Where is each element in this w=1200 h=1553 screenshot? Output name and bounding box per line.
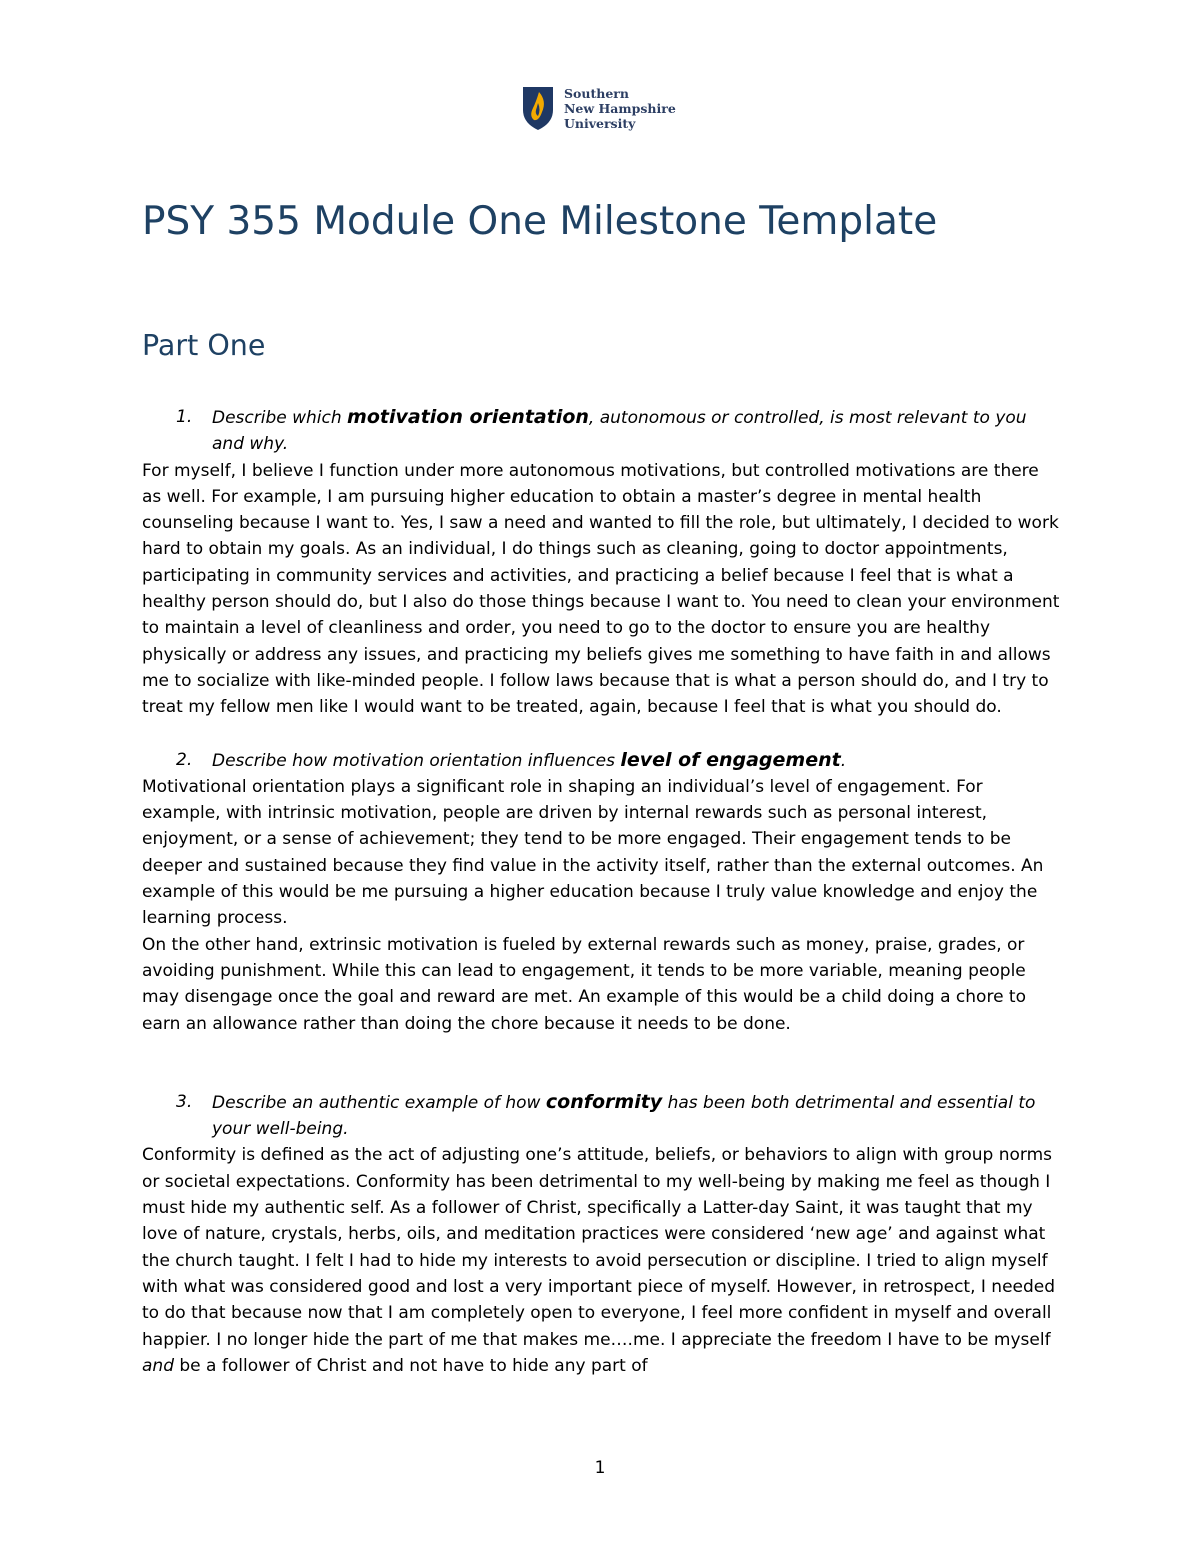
page-number: 1 xyxy=(594,1458,606,1478)
document-body xyxy=(142,404,1062,1379)
question-number: 2. xyxy=(176,749,193,770)
question-keyword: level of engagement xyxy=(620,748,841,771)
question-text: Describe an authentic example of how xyxy=(212,1092,546,1113)
question-text: . xyxy=(840,750,847,771)
logo-line-3: University xyxy=(564,115,636,131)
answer-2-paragraph-2: On the other hand, extrinsic motivation is fueled by external rewards such as money, praise, grades, or avoiding punishment. While this can lead to engagement, it tends to be more variable, meaning people may disengage once the goal and reward are met. An example of this would be a child doing a chore to earn an allowance rather than doing the chore because it needs to be done. xyxy=(142,934,1026,1034)
logo-line-1: Southern xyxy=(564,85,629,101)
answer-2-paragraph-1: Motivational orientation plays a significant role in shaping an individual’s level of engagement. For example, with intrinsic motivation, people are driven by internal rewards such as personal interest, enjoyment, or a sense of achievement; they tend to be more engaged. Their engagement tends to be deeper and sustained because they find value in the activity itself, rather than the external outcomes. An example of this would be me pursuing a higher education because I truly value knowledge and enjoy the learning process. xyxy=(142,776,1044,929)
question-1 xyxy=(142,404,1062,458)
question-3 xyxy=(142,1089,1062,1143)
answer-3 xyxy=(142,1142,1062,1379)
answer-1: For myself, I believe I function under more autonomous motivations, but controlled motivations are there as well. For example, I am pursuing higher education to obtain a master’s degree in mental health counseling because I want to. Yes, I saw a need and wanted to fill the role, but ultimately, I decided to work hard to obtain my goals. As an individual, I do things such as cleaning, going to doctor appointments, participating in community services and activities, and practicing a belief because I feel that is what a healthy person should do, but I also do those things because I want to. You need to clean your environment to maintain a level of cleanliness and order, you need to go to the doctor to ensure you are healthy physically or address any issues, and practicing my beliefs gives me something to have faith in and allows me to socialize with like-minded people. I follow laws because that is what a person should do, and I try to treat my fellow men like I would want to be treated, again, because I feel that is what you should do. xyxy=(142,460,1060,718)
part-heading: Part One xyxy=(142,329,266,362)
answer-3-emphasis: and xyxy=(142,1355,174,1376)
question-keyword: conformity xyxy=(545,1090,663,1113)
university-name xyxy=(564,86,676,131)
logo-line-2: New Hampshire xyxy=(564,100,676,116)
answer-3-text: Conformity is defined as the act of adjusting one’s attitude, beliefs, or behaviors to align with group norms or societal expectations. Conformity has been detrimental to my well-being by making me feel as though I must hide my authentic self. As a follower of Christ, specifically a Latter-day Saint, it was taught that my love of nature, crystals, herbs, oils, and meditation practices were considered ‘new age’ and against what the church taught. I felt I had to hide my interests to avoid persecution or discipline. I tried to align myself with what was considered good and lost a very important piece of myself. However, in retrospect, I needed to do that because now that I am completely open to everyone, I feel more confident in myself and overall happier. I no longer hide the part of me that makes me….me. I appreciate the freedom I have to be myself xyxy=(142,1145,1056,1350)
paragraph-spacer xyxy=(142,721,1062,747)
shield-flame-icon xyxy=(522,85,554,131)
question-text: Describe which xyxy=(212,408,348,428)
question-text: , autonomous or controlled, is most relevant to you and why. xyxy=(212,408,1027,455)
document-title: PSY 355 Module One Milestone Template xyxy=(142,199,938,244)
question-2 xyxy=(142,747,1062,774)
question-keyword: motivation orientation xyxy=(347,406,589,428)
question-text: has been both detrimental and essential to your well-being. xyxy=(212,1092,1036,1140)
question-number: 1. xyxy=(176,407,193,427)
question-text: Describe how motivation orientation influences xyxy=(212,750,621,771)
answer-3-text-continued: be a follower of Christ and not have to hide any part of xyxy=(173,1355,648,1376)
paragraph-spacer xyxy=(142,1037,1062,1089)
question-number: 3. xyxy=(176,1091,193,1112)
university-logo xyxy=(522,85,676,131)
